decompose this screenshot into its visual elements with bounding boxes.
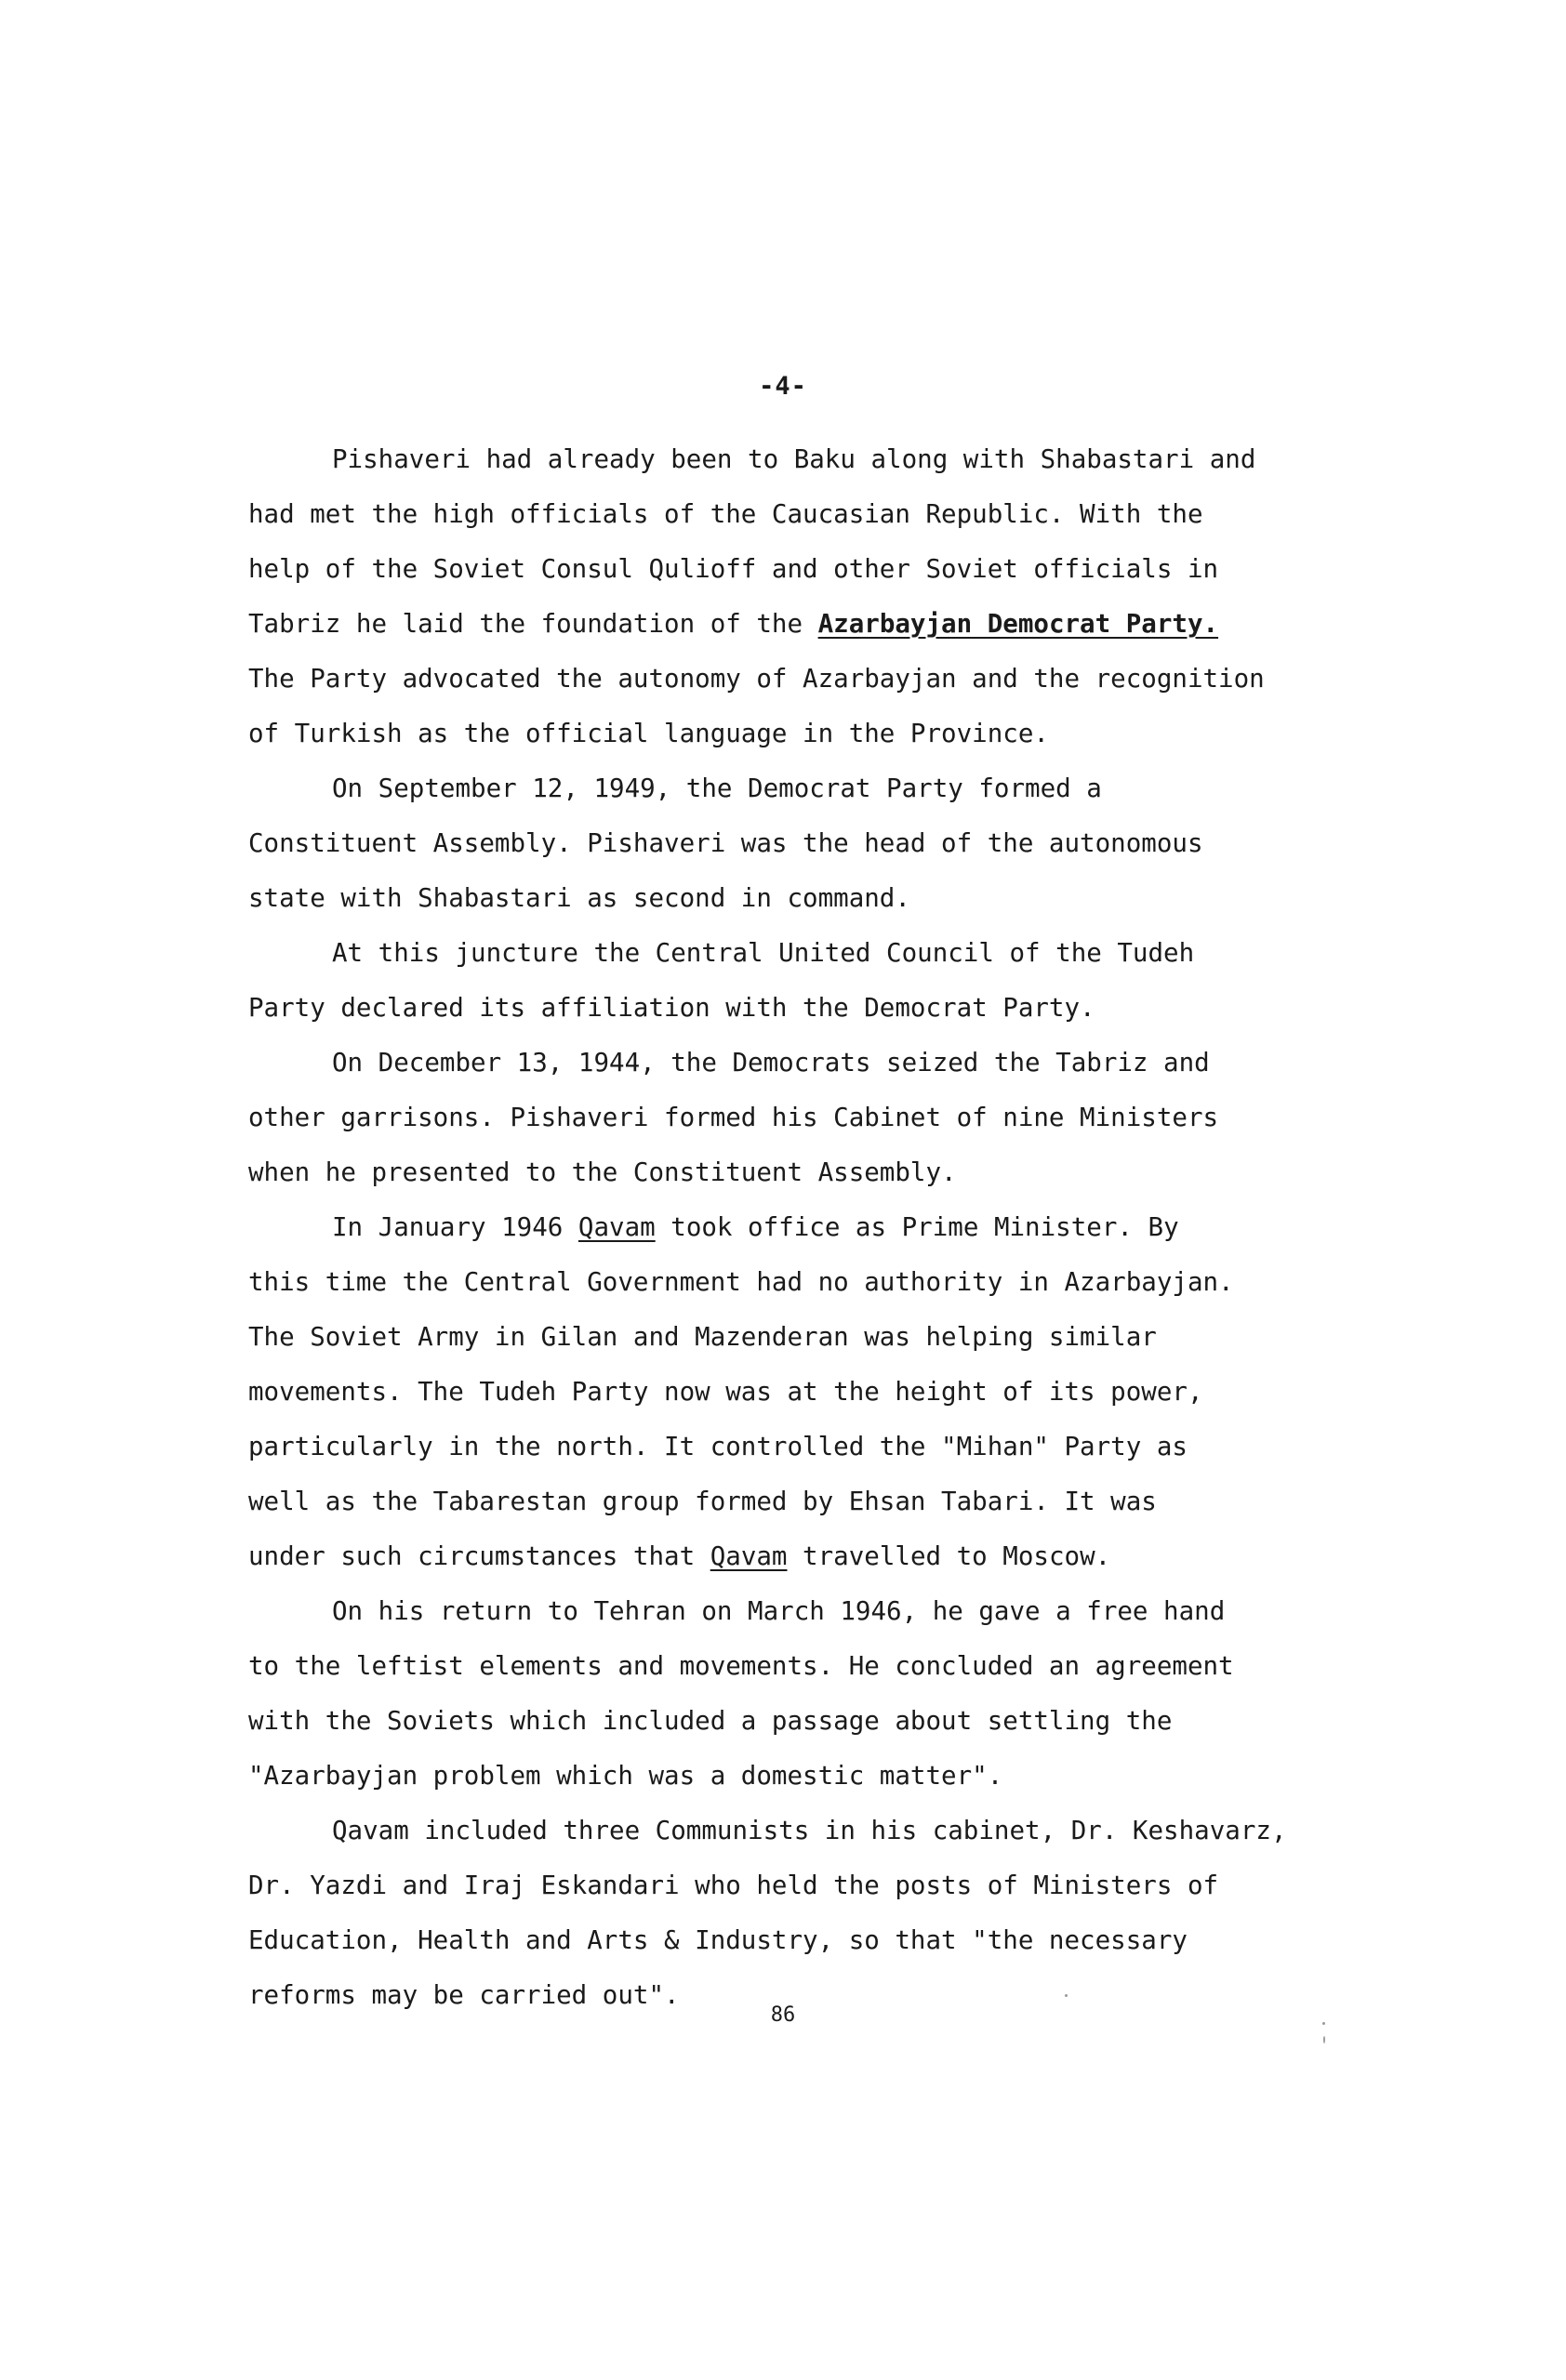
text-line: Education, Health and Arts & Industry, so that "the necessary xyxy=(248,1925,1188,1955)
text-line: particularly in the north. It controlled the "Mihan" Party as xyxy=(248,1432,1188,1461)
text-line: movements. The Tudeh Party now was at the height of its power, xyxy=(248,1377,1203,1407)
paragraph-6 xyxy=(248,1584,1383,1804)
paragraph-3 xyxy=(248,926,1383,1036)
text-line: state with Shabastari as second in command. xyxy=(248,883,910,913)
text-line: Dr. Yazdi and Iraj Eskandari who held the posts of Ministers of xyxy=(248,1871,1219,1900)
page-footer-number: 86 xyxy=(770,2003,796,2027)
text-line: Constituent Assembly. Pishaveri was the head of the autonomous xyxy=(248,828,1203,858)
text-line: The Soviet Army in Gilan and Mazenderan was helping similar xyxy=(248,1322,1157,1352)
paragraph-5 xyxy=(248,1200,1383,1584)
text-segment: In January 1946 xyxy=(332,1212,578,1242)
text-segment: under such circumstances that xyxy=(248,1541,710,1571)
paragraph-4 xyxy=(248,1036,1383,1200)
text-line: The Party advocated the autonomy of Azarbayjan and the recognition xyxy=(248,664,1265,694)
text-line: well as the Tabarestan group formed by Ehsan Tabari. It was xyxy=(248,1487,1157,1516)
paragraph-7 xyxy=(248,1804,1383,2023)
scan-speck xyxy=(1065,1994,1068,1997)
document-body xyxy=(248,432,1383,2023)
scan-speck xyxy=(1322,2022,1325,2025)
party-name-underlined: Azarbayjan Democrat Party. xyxy=(817,609,1219,639)
scan-speck xyxy=(1323,2036,1325,2043)
text-line: to the leftist elements and movements. He concluded an agreement xyxy=(248,1651,1234,1681)
qavam-underlined: Qavam xyxy=(577,1212,656,1242)
text-line: help of the Soviet Consul Quliof​f and other Soviet officials in xyxy=(248,554,1219,584)
text-line: On September 12, 1949, the Democrat Party formed a xyxy=(332,774,1102,803)
text-line xyxy=(248,1529,1383,1584)
page-header-number: -4- xyxy=(759,372,807,401)
text-segment: took office as Prime Minister. By xyxy=(655,1212,1179,1242)
text-line: reforms may be carried out". xyxy=(248,1980,680,2010)
paragraph-2 xyxy=(248,761,1383,926)
text-line: Party declared its affiliation with the Democrat Party. xyxy=(248,993,1095,1023)
text-line: On his return to Tehran on March 1946, he gave a free hand xyxy=(332,1596,1226,1626)
text-line: On December 13, 1944, the Democrats seized the Tabriz and xyxy=(332,1048,1210,1078)
text-line: of Turkish as the official language in the Province. xyxy=(248,719,1049,748)
text-line xyxy=(248,597,1383,652)
text-line: Pishaveri had already been to Baku along with Shabastari and xyxy=(332,444,1256,474)
qavam-underlined: Qavam xyxy=(710,1541,788,1571)
text-segment: Tabriz he laid the foundation of the xyxy=(248,609,818,639)
text-line: "Azarbayjan problem which was a domestic matter". xyxy=(248,1761,1003,1791)
text-line xyxy=(248,1200,1383,1255)
text-line: with the Soviets which included a passage about settling the xyxy=(248,1706,1173,1736)
paragraph-1 xyxy=(248,432,1383,761)
text-line: when he presented to the Constituent Assembly. xyxy=(248,1157,957,1187)
text-segment: travelled to Moscow. xyxy=(787,1541,1111,1571)
text-line: At this juncture the Central United Council of the Tudeh xyxy=(332,938,1195,968)
text-line: this time the Central Government had no authority in Azarbayjan. xyxy=(248,1267,1234,1297)
text-line: had met the high officials of the Caucasian Republic. With the xyxy=(248,499,1203,529)
text-line: Qavam included three Communists in his cabinet, Dr. Keshavarz, xyxy=(332,1816,1287,1845)
text-line: other garrisons. Pishaveri formed his Cabinet of nine Ministers xyxy=(248,1103,1219,1132)
